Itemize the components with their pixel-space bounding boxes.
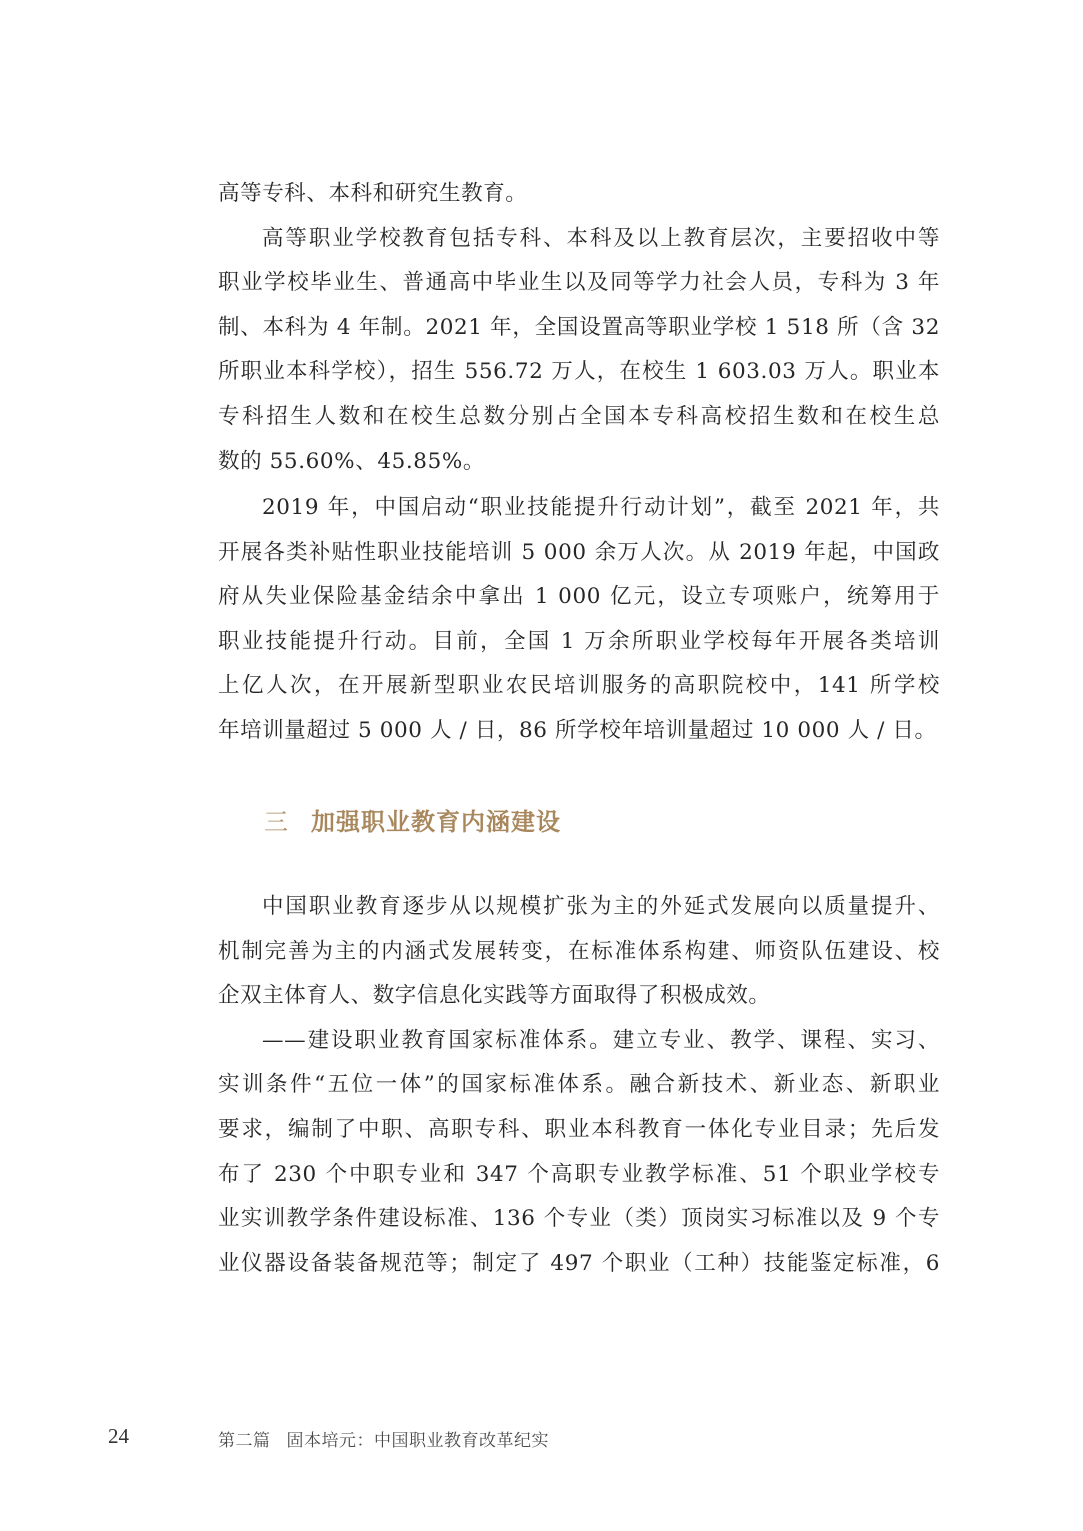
page-number: 24 xyxy=(108,1424,129,1448)
text-line: 数的 55.60%、45.85%。 xyxy=(218,448,485,474)
text-line: 府从失业保险基金结余中拿出 1 000 亿元，设立专项账户，统筹用于 xyxy=(218,584,940,610)
section-number: 三 xyxy=(264,808,289,836)
text-line: 高等专科、本科和研究生教育。 xyxy=(218,181,528,206)
text-line: 业实训教学条件建设标准、136 个专业（类）顶岗实习标准以及 9 个专 xyxy=(218,1206,940,1232)
body-text-top xyxy=(218,172,940,484)
text-line: 企双主体育人、数字信息化实践等方面取得了积极成效。 xyxy=(218,983,771,1009)
text-line: 专科招生人数和在校生总数分别占全国本专科高校招生数和在校生总 xyxy=(218,403,940,429)
text-line: 高等职业学校教育包括专科、本科及以上教育层次，主要招收中等 xyxy=(262,225,940,251)
text-line: 职业学校毕业生、普通高中毕业生以及同等学力社会人员，专科为 3 年 xyxy=(218,270,940,296)
running-head-book-title: 固本培元：中国职业教育改革纪实 xyxy=(286,1431,549,1451)
text-line: 业仪器设备装备规范等；制定了 497 个职业（工种）技能鉴定标准，6 xyxy=(218,1250,940,1276)
section-title: 加强职业教育内涵建设 xyxy=(311,807,561,836)
section-heading xyxy=(264,800,561,844)
text-line: 机制完善为主的内涵式发展转变，在标准体系构建、师资队伍建设、校 xyxy=(218,938,940,964)
text-line: 2019 年，中国启动“职业技能提升行动计划”，截至 2021 年，共 xyxy=(262,495,940,520)
text-line: 年培训量超过 5 000 人 / 日，86 所学校年培训量超过 10 000 人 / 日。 xyxy=(218,717,937,743)
body-text-training xyxy=(218,486,940,754)
running-head xyxy=(218,1426,549,1451)
text-line: 布了 230 个中职专业和 347 个高职专业教学标准、51 个职业学校专 xyxy=(218,1161,940,1187)
text-line: 职业技能提升行动。目前，全国 1 万余所职业学校每年开展各类培训 xyxy=(218,628,940,654)
text-line: 上亿人次，在开展新型职业农民培训服务的高职院校中，141 所学校 xyxy=(218,673,940,699)
text-line: 制、本科为 4 年制。2021 年，全国设置高等职业学校 1 518 所（含 32 xyxy=(218,314,940,340)
text-line: 要求，编制了中职、高职专科、职业本科教育一体化专业目录；先后发 xyxy=(218,1116,940,1142)
paragraph-continuation xyxy=(218,172,940,217)
text-line: 实训条件“五位一体”的国家标准体系。融合新技术、新业态、新职业 xyxy=(218,1072,940,1098)
page-footer xyxy=(0,1420,1083,1460)
paragraph-higher-vocational xyxy=(218,217,940,485)
paragraph-standards xyxy=(218,1019,940,1287)
body-text-bottom xyxy=(218,885,940,1286)
text-line: ——建设职业教育国家标准体系。建立专业、教学、课程、实习、 xyxy=(262,1027,940,1053)
text-line: 中国职业教育逐步从以规模扩张为主的外延式发展向以质量提升、 xyxy=(262,894,940,919)
paragraph-intro xyxy=(218,885,940,1019)
paragraph-skills-training xyxy=(218,486,940,754)
text-line: 开展各类补贴性职业技能培训 5 000 余万人次。从 2019 年起，中国政 xyxy=(218,539,940,565)
running-head-part: 第二篇 xyxy=(218,1431,271,1451)
text-line: 所职业本科学校），招生 556.72 万人，在校生 1 603.03 万人。职业本 xyxy=(218,359,940,385)
